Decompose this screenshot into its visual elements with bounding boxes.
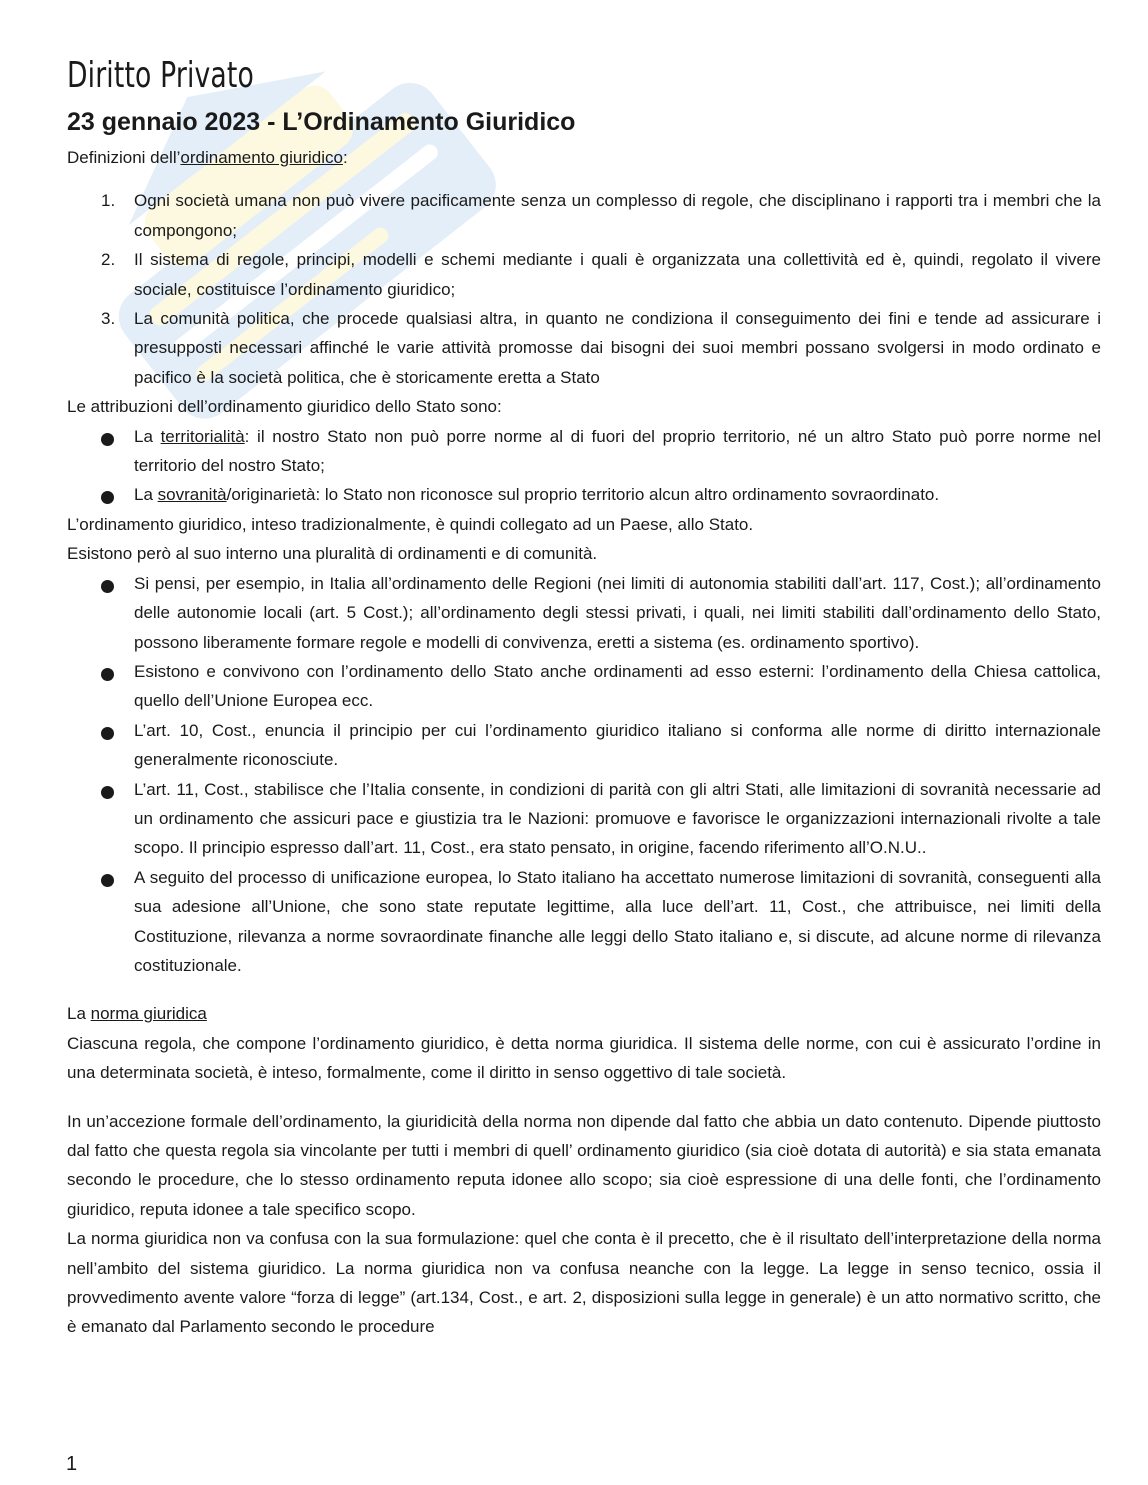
bullet-icon	[101, 491, 114, 504]
list-item: A seguito del processo di unificazione europea, lo Stato italiano ha accettato numerose limitazioni di sovranità, conseguenti alla sua adesione all’Unione, che sono state reputate legittime, alla luce dell’art. 11, Cost., che attribuisce, nei limiti della Costituzione, rilevanza a norme sovraordinate finanche alle leggi dello Stato italiano e, si discute, ad alcune norme di rilevanza costituzionale.	[67, 863, 1101, 981]
list-item: 3. La comunità politica, che procede qualsiasi altra, in quanto ne condiziona il conseguimento dei fini e tende ad assicurare i presupposti necessari affinché le varie attività promosse dai bisogni dei suoi membri possano svolgersi in modo ordinato e pacifico è la società politica, che è storicamente eretta a Stato	[101, 309, 1101, 387]
attributions-intro: Le attribuzioni dell’ordinamento giuridico dello Stato sono:	[67, 397, 502, 417]
definitions-list	[67, 186, 1101, 392]
date-heading: 23 gennaio 2023 - L’Ordinamento Giuridico	[67, 108, 576, 136]
norma-paragraph-2: In un’accezione formale dell’ordinamento, la giuridicità della norma non dipende dal fatto che abbia un dato contenuto. Dipende piuttosto dal fatto che questa regola sia vincolante per tutti i membri di quell’ ordinamento giuridico (sia cioè dotata di autorità) e sia stata emanata secondo le procedure, che lo stesso ordinamento reputa idonee allo scopo; sia cioè espressione di una delle fonti, che l’ordinamento giuridico, reputa idonee a tale specifico scopo.	[67, 1111, 1101, 1219]
spacer	[67, 980, 1101, 999]
document-title: Diritto Privato	[67, 55, 254, 96]
list-item: Si pensi, per esempio, in Italia all’ordinamento delle Regioni (nei limiti di autonomia stabiliti dall’art. 117, Cost.); all’ordinamento delle autonomie locali (art. 5 Cost.); all’ordinamento degli stessi privati, i quali, nei limiti stabiliti dall’ordinamento dello Stato, possono liberamente formare regole e modelli di convivenza, eretti a sistema (es. ordinamento sportivo).	[67, 569, 1101, 657]
plurality-list	[67, 569, 1101, 981]
list-item: La sovranità/originarietà: lo Stato non riconosce sul proprio territorio alcun altro ordinamento sovraordinato.	[67, 480, 1101, 509]
norma-paragraph-3: La norma giuridica non va confusa con la sua formulazione: quel che conta è il precetto, che è il risultato dell’interpretazione della norma nell’ambito del sistema giuridico. La norma giuridica non va confusa neanche con la legge. La legge in senso tecnico, ossia il provvedimento avente valore “forza di legge” (art.134, Cost., e art. 2, disposizioni sulla legge in generale) è un atto normativo scritto, che è emanato dal Parlamento secondo le procedure	[67, 1229, 1101, 1337]
list-item: L’art. 11, Cost., stabilisce che l’Italia consente, in condizioni di parità con gli altri Stati, alle limitazioni di sovranità necessarie ad un ordinamento che assicuri pace e giustizia tra le Nazioni: promuove e favorisce le organizzazioni internazionali rivolte a tale scopo. Il principio espresso dall’art. 11, Cost., era stato pensato, in origine, facendo riferimento all’O.N.U..	[67, 775, 1101, 863]
norma-heading: La norma giuridica	[67, 1004, 207, 1024]
page-number: 1	[66, 1453, 78, 1475]
definitions-intro: Definizioni dell’ordinamento giuridico:	[67, 148, 348, 167]
list-item: 2. Il sistema di regole, principi, modelli e schemi mediante i quali è organizzata una collettività ed è, quindi, regolato il vivere sociale, costituisce l’ordinamento giuridico;	[101, 250, 1101, 299]
attributions-list	[67, 422, 1101, 510]
bullet-icon	[101, 727, 114, 740]
paragraph-plurality: Esistono però al suo interno una pluralità di ordinamenti e di comunità.	[67, 544, 598, 564]
paragraph-traditional: L’ordinamento giuridico, inteso tradizionalmente, è quindi collegato ad un Paese, allo Stato.	[67, 514, 754, 534]
list-item: Esistono e convivono con l’ordinamento dello Stato anche ordinamenti ad esso esterni: l’ordinamento della Chiesa cattolica, quello dell’Unione Europea ecc.	[67, 657, 1101, 716]
list-item: L’art. 10, Cost., enuncia il principio per cui l’ordinamento giuridico italiano si conforma alle norme di diritto internazionale generalmente riconosciute.	[67, 716, 1101, 775]
bullet-icon	[101, 580, 114, 593]
list-item: La territorialità: il nostro Stato non può porre norme al di fuori del proprio territorio, né un altro Stato può porre norme nel territorio del nostro Stato;	[67, 422, 1101, 481]
list-item: 1. Ogni società umana non può vivere pacificamente senza un complesso di regole, che disciplinano i rapporti tra i membri che la compongono;	[101, 191, 1101, 240]
document-content	[67, 50, 1101, 1342]
bullet-icon	[101, 433, 114, 446]
definitions-term: ordinamento giuridico	[180, 148, 343, 167]
bullet-icon	[101, 874, 114, 887]
spacer	[67, 1088, 1101, 1107]
bullet-icon	[101, 786, 114, 799]
norma-paragraph-1: Ciascuna regola, che compone l’ordinamento giuridico, è detta norma giuridica. Il sistema delle norme, con cui è assicurato l’ordine in una determinata società, è inteso, formalmente, come il diritto in senso oggettivo di tale società.	[67, 1033, 1101, 1083]
bullet-icon	[101, 668, 114, 681]
